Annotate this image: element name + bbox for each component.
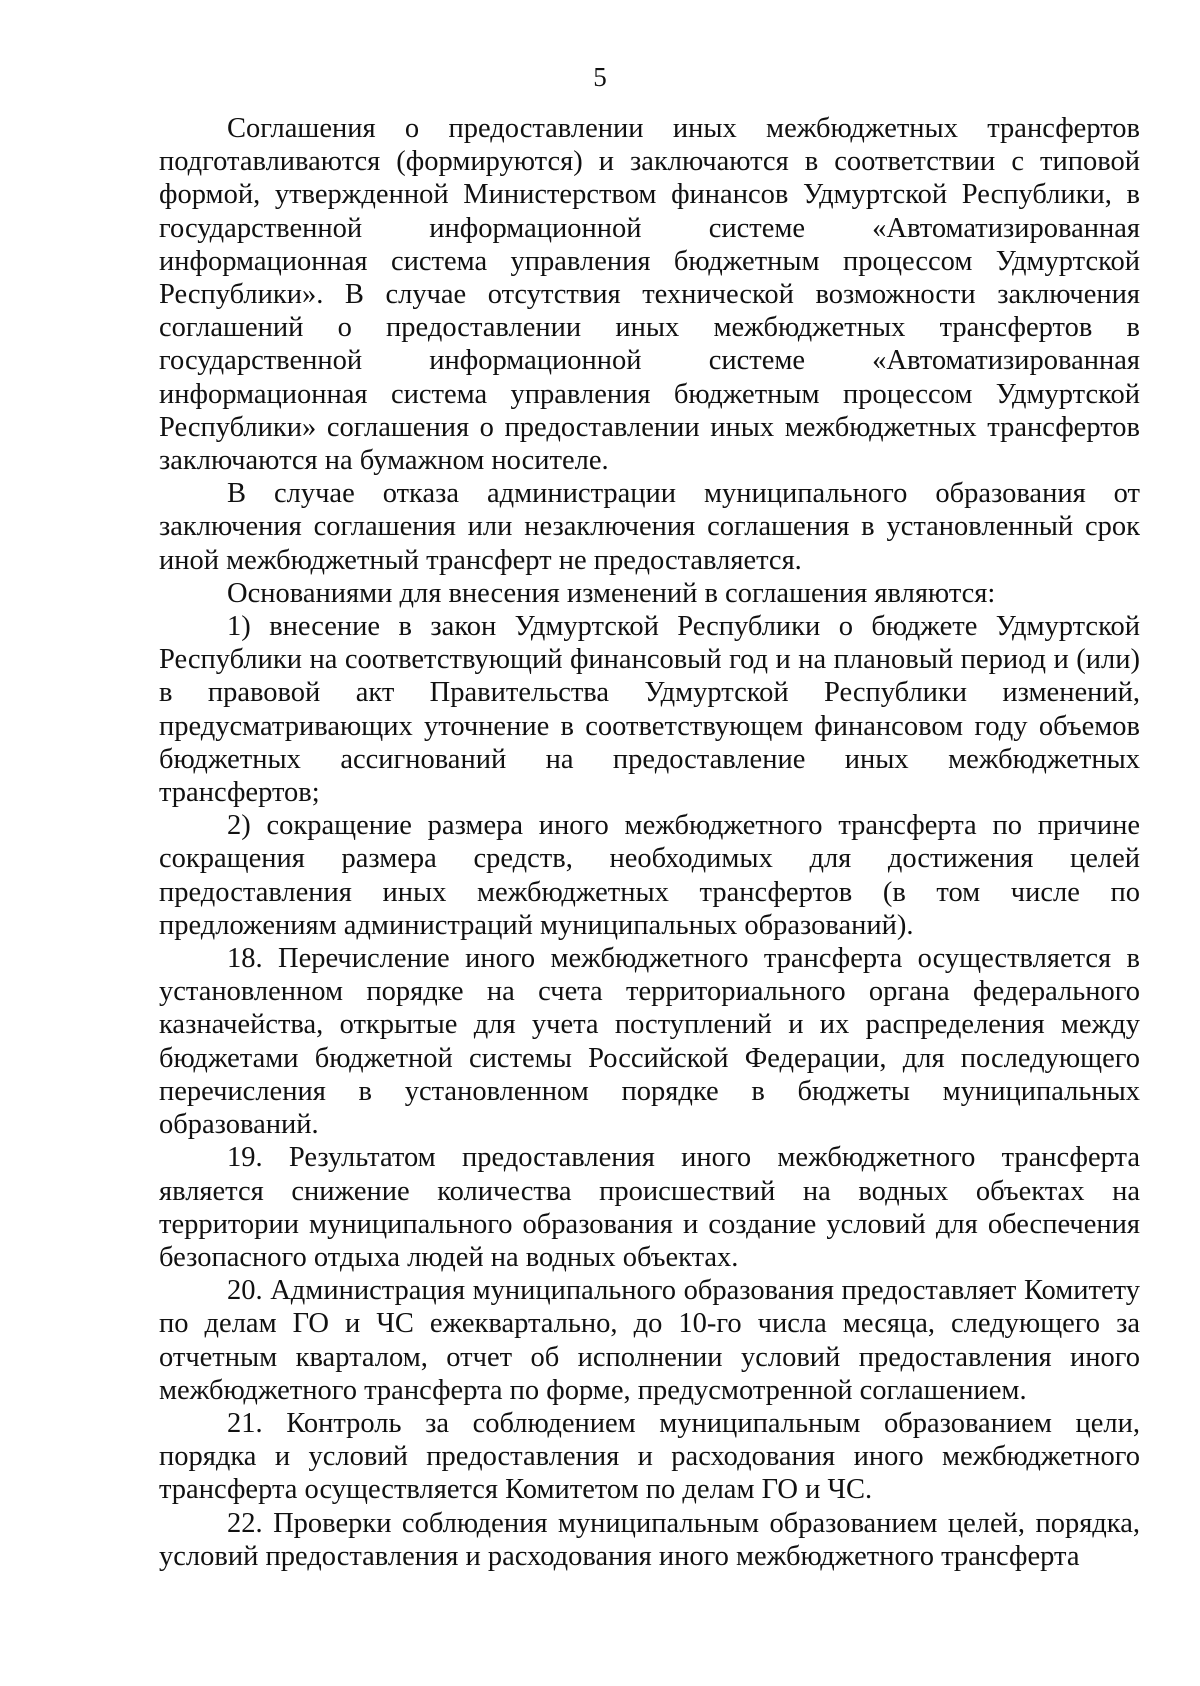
document-body: [159, 112, 1140, 1573]
paragraph-refusal: В случае отказа администрации муниципального образования от заключения соглашения или незаключения соглашения в установленный срок иной межбюджетный трансферт не предоставляется.: [159, 478, 1140, 576]
paragraph-agreements-formation: Соглашения о предоставлении иных межбюджетных трансфертов подготавливаются (формируются) и заключаются в соответствии с типовой формой, утвержденной Министерством финансов Удмуртской Республики, в государственной информационной системе «Автоматизированная информационная система управления бюджетным процессом Удмуртской Республики». В случае отсутствия технической возможности заключения соглашений о предоставлении иных межбюджетных трансфертов в государственной информационной системе «Автоматизированная информационная система управления бюджетным процессом Удмуртской Республики» соглашения о предоставлении иных межбюджетных трансфертов заключаются на бумажном носителе.: [159, 113, 1140, 477]
clause-18: 18. Перечисление иного межбюджетного трансферта осуществляется в установленном порядке на счета территориального органа федерального казначейства, открытые для учета поступлений и их распределения между бюджетами бюджетной системы Российской Федерации, для последующего перечисления в установленном порядке в бюджеты муниципальных образований.: [159, 943, 1140, 1141]
clause-19: 19. Результатом предоставления иного межбюджетного трансферта является снижение количества происшествий на водных объектах на территории муниципального образования и создание условий для обеспечения безопасного отдыха людей на водных объектах.: [159, 1142, 1140, 1273]
paragraph-grounds-for-changes: Основаниями для внесения изменений в соглашения являются:: [227, 577, 996, 609]
list-item-2: 2) сокращение размера иного межбюджетного трансферта по причине сокращения размера средств, необходимых для достижения целей предоставления иных межбюджетных трансфертов (в том числе по предложениям администраций муниципальных образований).: [159, 810, 1140, 941]
clause-22: 22. Проверки соблюдения муниципальным образованием целей, порядка, условий предоставления и расходования иного межбюджетного трансферта: [159, 1507, 1140, 1572]
clause-20: 20. Администрация муниципального образования предоставляет Комитету по делам ГО и ЧС ежеквартально, до 10-го числа месяца, следующего за отчетным кварталом, отчет об исполнении условий предоставления иного межбюджетного трансферта по форме, предусмотренной соглашением.: [159, 1275, 1140, 1406]
clause-21: 21. Контроль за соблюдением муниципальным образованием цели, порядка и условий предоставления и расходования иного межбюджетного трансферта осуществляется Комитетом по делам ГО и ЧС.: [159, 1407, 1140, 1506]
list-item-1: 1) внесение в закон Удмуртской Республики о бюджете Удмуртской Республики на соответствующий финансовый год и на плановый период и (или) в правовой акт Правительства Удмуртской Республики изменений, предусматривающих уточнение в соответствующем финансовом году объемов бюджетных ассигнований на предоставление иных межбюджетных трансфертов;: [159, 611, 1140, 809]
page-number: 5: [593, 62, 607, 92]
